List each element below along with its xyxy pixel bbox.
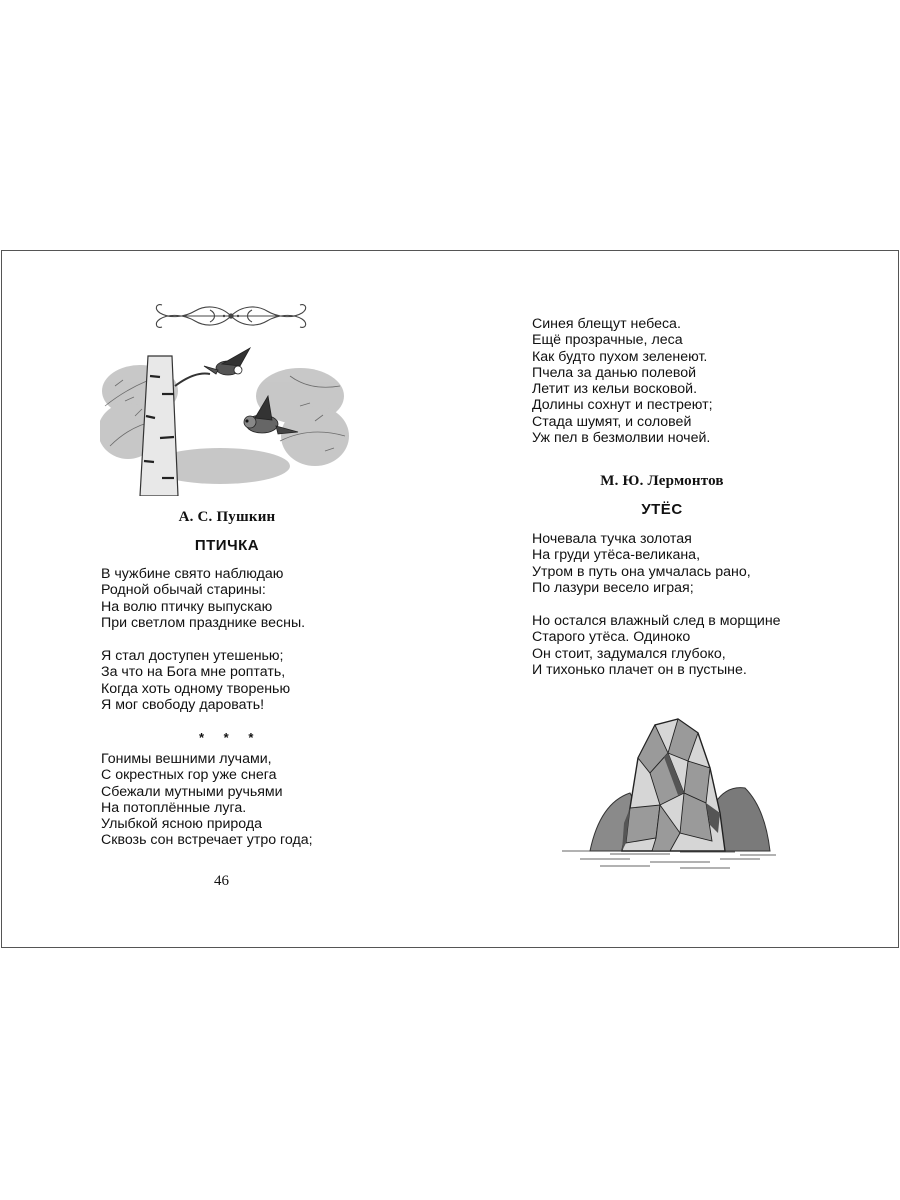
poem-line: Ещё прозрачные, леса <box>532 332 683 349</box>
poem-line: Синея блещут небеса. <box>532 316 681 332</box>
poem-stanza <box>532 316 713 446</box>
poem-line: И тихонько плачет он в пустыне. <box>532 661 747 678</box>
poem-line: Когда хоть одному творенью <box>101 680 291 697</box>
poem-title: УТЁС <box>641 501 683 518</box>
poem-stanza <box>101 751 313 849</box>
book-spread <box>1 250 899 948</box>
birds-birch-illustration <box>100 346 350 496</box>
poem-line: Ночевала тучка золотая <box>532 531 692 547</box>
poem-line: С окрестных гор уже снега <box>101 767 277 784</box>
poem-line: Я стал доступен утешенью; <box>101 648 284 664</box>
poem-line: Но остался влажный след в морщине <box>532 613 781 629</box>
poem-line: Летит из кельи восковой. <box>532 381 698 398</box>
poem-line: При светлом празднике весны. <box>101 614 306 631</box>
poem-line: По лазури весело играя; <box>532 579 694 596</box>
poem-title: ПТИЧКА <box>194 537 260 554</box>
poem-line: Я мог свободу даровать! <box>101 696 265 713</box>
poem-stanza <box>101 566 305 631</box>
poem-line: На волю птичку выпускаю <box>101 598 273 615</box>
poem-stanza <box>532 613 781 678</box>
poem-line: Как будто пухом зеленеют. <box>532 348 708 365</box>
poem-line: Стада шумят, и соловей <box>532 413 692 430</box>
poem-line: Гонимы вешними лучами, <box>101 751 272 767</box>
cliff-rock-illustration <box>560 713 778 873</box>
author-name: М. Ю. Лермонтов <box>600 473 724 489</box>
poem-line: Он стоит, задумался глубоко, <box>532 645 726 662</box>
poem-line: Старого утёса. Одиноко <box>532 629 691 646</box>
section-separator: * * * <box>199 730 262 745</box>
poem-line: Сбежали мутными ручьями <box>101 783 283 800</box>
author-name: А. С. Пушкин <box>178 509 276 525</box>
poem-line: На груди утёса-великана, <box>532 547 701 564</box>
poem-line: Сквозь сон встречает утро года; <box>101 832 313 849</box>
poem-stanza <box>101 648 290 713</box>
poem-line: Родной обычай старины: <box>101 582 266 599</box>
poem-line: Улыбкой ясною природа <box>101 816 263 833</box>
poem-line: В чужбине свято наблюдаю <box>101 566 284 582</box>
poem-line: На потоплённые луга. <box>101 799 247 816</box>
poem-stanza <box>532 531 751 596</box>
page-number: 46 <box>214 873 229 889</box>
poem-line: За что на Бога мне роптать, <box>101 664 286 681</box>
left-page <box>2 251 452 947</box>
ornament-divider <box>150 301 312 331</box>
poem-line: Пчела за данью полевой <box>532 364 697 381</box>
poem-line: Утром в путь она умчалась рано, <box>532 563 751 580</box>
poem-line: Долины сохнут и пестреют; <box>532 397 713 414</box>
right-page <box>452 251 898 947</box>
poem-line: Уж пел в безмолвии ночей. <box>532 430 711 447</box>
